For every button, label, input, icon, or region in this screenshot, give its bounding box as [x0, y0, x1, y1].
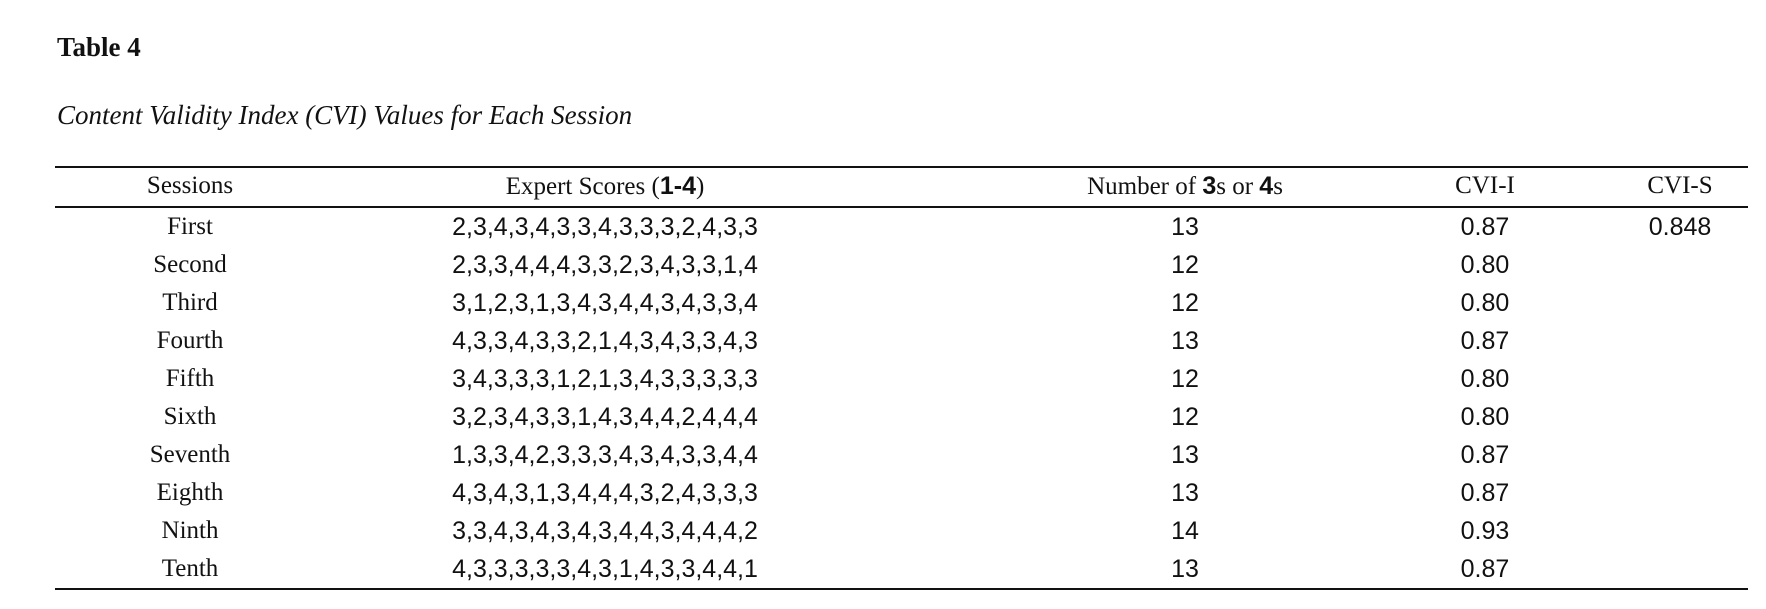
cell-cvi-i: 0.87 [1460, 213, 1510, 241]
cell-session: Fifth [165, 365, 215, 392]
cell-cvi-i: 0.93 [1460, 517, 1510, 545]
table-caption: Content Validity Index (CVI) Values for Each Session [57, 100, 633, 130]
header-expert-scores-range-start: 1 [659, 172, 674, 200]
cell-count: 12 [1171, 403, 1199, 431]
table-row [55, 284, 1748, 322]
cell-cvi-s: 0.848 [1648, 213, 1712, 241]
cell-session: Ninth [161, 517, 219, 544]
cell-expert-scores: 4,3,3,3,3,3,4,3,1,4,3,3,4,4,1 [452, 555, 758, 583]
cell-session: First [167, 213, 213, 240]
header-expert-scores-prefix: Expert Scores ( [505, 173, 660, 200]
cell-cvi-i: 0.80 [1460, 365, 1510, 393]
cell-cvi-i: 0.80 [1460, 403, 1510, 431]
cell-expert-scores: 4,3,3,4,3,3,2,1,4,3,4,3,3,4,3 [452, 327, 758, 355]
cell-expert-scores: 2,3,4,3,4,3,3,4,3,3,3,2,4,3,3 [452, 213, 758, 241]
table-row [55, 436, 1748, 474]
cell-cvi-i: 0.80 [1460, 289, 1510, 317]
header-cvi-s: CVI-S [1647, 172, 1713, 199]
table-bottom-rule [55, 588, 1748, 590]
cell-expert-scores: 4,3,4,3,1,3,4,4,4,3,2,4,3,3,3 [452, 479, 758, 507]
cell-cvi-i: 0.87 [1460, 555, 1510, 583]
table-row [55, 398, 1748, 436]
table-row [55, 550, 1748, 588]
cell-expert-scores: 3,3,4,3,4,3,4,3,4,4,3,4,4,4,2 [452, 517, 758, 545]
cell-session: Fourth [156, 327, 224, 354]
cell-session: Eighth [156, 479, 224, 506]
header-sessions: Sessions [146, 172, 234, 199]
cell-count: 14 [1171, 517, 1199, 545]
header-count-prefix: Number of [1087, 173, 1203, 200]
cell-session: Third [162, 289, 218, 316]
header-count [1010, 167, 1360, 206]
header-expert-scores-suffix: ) [695, 173, 705, 200]
cell-expert-scores: 3,1,2,3,1,3,4,3,4,4,3,4,3,3,4 [452, 289, 758, 317]
cell-count: 12 [1171, 365, 1199, 393]
cell-count: 13 [1171, 555, 1199, 583]
header-count-middle: s or [1216, 173, 1260, 200]
header-count-four: 4 [1259, 172, 1274, 200]
header-expert-scores-dash: - [673, 172, 683, 200]
header-count-three: 3 [1202, 172, 1217, 200]
cell-expert-scores: 3,4,3,3,3,1,2,1,3,4,3,3,3,3,3 [452, 365, 758, 393]
header-expert-scores-range-end: 4 [682, 172, 696, 200]
table-row [55, 246, 1748, 284]
header-count-suffix: s [1273, 173, 1283, 200]
table-row [55, 474, 1748, 512]
cell-session: Sixth [163, 403, 217, 430]
cell-expert-scores: 3,2,3,4,3,3,1,4,3,4,4,2,4,4,4 [452, 403, 758, 431]
cell-expert-scores: 2,3,3,4,4,4,3,3,2,3,4,3,3,1,4 [452, 251, 758, 279]
cell-cvi-i: 0.87 [1460, 441, 1510, 469]
cell-cvi-i: 0.87 [1460, 479, 1510, 507]
table-header-row [55, 167, 1748, 205]
cell-count: 13 [1171, 479, 1199, 507]
cell-cvi-i: 0.80 [1460, 251, 1510, 279]
cell-count: 12 [1171, 251, 1199, 279]
table-row [55, 512, 1748, 550]
cell-count: 12 [1171, 289, 1199, 317]
header-expert-scores [410, 167, 800, 206]
cell-session: Seventh [149, 441, 231, 468]
cell-count: 13 [1171, 441, 1199, 469]
cell-cvi-i: 0.87 [1460, 327, 1510, 355]
cell-session: Second [153, 251, 227, 278]
cell-expert-scores: 1,3,3,4,2,3,3,3,4,3,4,3,3,4,4 [452, 441, 758, 469]
table-row [55, 322, 1748, 360]
table-label: Table 4 [57, 32, 141, 62]
table-row [55, 208, 1748, 246]
table-row [55, 360, 1748, 398]
header-cvi-i: CVI-I [1455, 172, 1515, 199]
cell-session: Tenth [161, 555, 219, 582]
cell-count: 13 [1171, 213, 1199, 241]
cell-count: 13 [1171, 327, 1199, 355]
